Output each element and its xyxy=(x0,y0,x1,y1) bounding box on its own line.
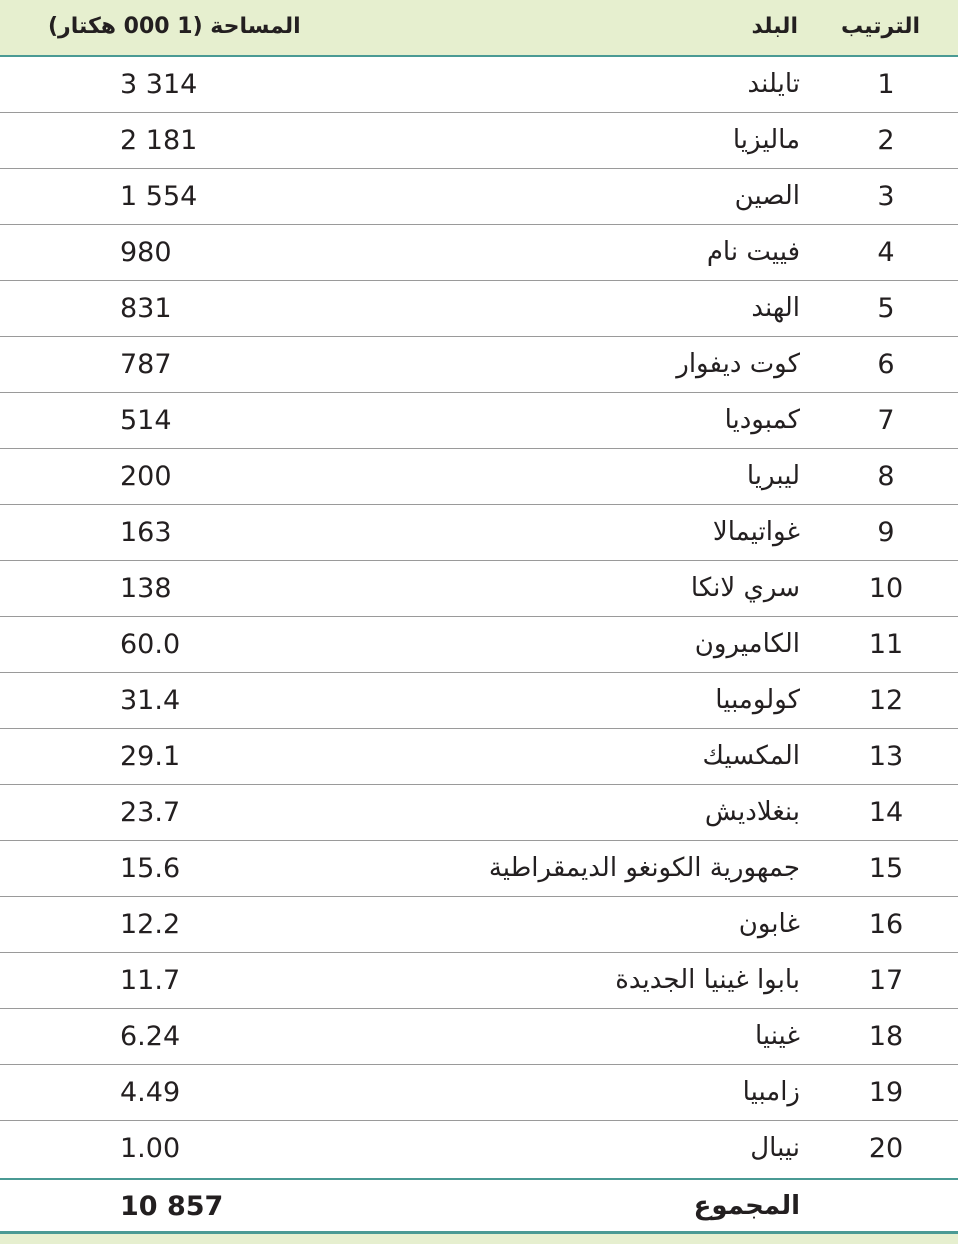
table-header xyxy=(0,0,958,57)
row-area: 200 xyxy=(120,461,172,492)
row-area: 6.24 xyxy=(120,1021,181,1052)
table-row xyxy=(0,57,958,113)
row-country: الهند xyxy=(751,293,800,323)
row-rank: 11 xyxy=(868,629,904,660)
row-country: زامبيا xyxy=(742,1077,800,1107)
row-area: 163 xyxy=(120,517,172,548)
row-country: بنغلاديش xyxy=(704,797,800,827)
row-country: المكسيك xyxy=(702,741,800,771)
table-row xyxy=(0,113,958,169)
row-country: غينيا xyxy=(754,1021,800,1051)
table-row xyxy=(0,561,958,617)
table-row xyxy=(0,785,958,841)
row-country: ماليزيا xyxy=(732,125,800,155)
row-area: 60.0 xyxy=(120,629,181,660)
total-area: 10 857 xyxy=(120,1191,224,1222)
row-country: تايلند xyxy=(747,69,800,99)
row-country: غواتيمالا xyxy=(712,517,800,547)
row-area: 23.7 xyxy=(120,797,181,828)
row-rank: 16 xyxy=(868,909,904,940)
row-rank: 5 xyxy=(877,293,895,324)
table-row xyxy=(0,617,958,673)
row-area: 514 xyxy=(120,405,172,436)
row-area: 138 xyxy=(120,573,172,604)
row-country: كمبوديا xyxy=(724,405,800,435)
table-row xyxy=(0,729,958,785)
row-country: سري لانكا xyxy=(690,573,800,603)
row-rank: 10 xyxy=(868,573,904,604)
row-country: جمهورية الكونغو الديمقراطية xyxy=(488,853,800,883)
row-rank: 13 xyxy=(868,741,904,772)
table-row xyxy=(0,953,958,1009)
table-row xyxy=(0,449,958,505)
row-area: 831 xyxy=(120,293,172,324)
header-country: البلد xyxy=(751,14,798,39)
row-country: نيبال xyxy=(750,1133,800,1163)
row-country: بابوا غينيا الجديدة xyxy=(615,965,800,995)
row-rank: 1 xyxy=(877,69,895,100)
row-rank: 12 xyxy=(868,685,904,716)
table-row xyxy=(0,393,958,449)
row-area: 980 xyxy=(120,237,172,268)
table-row xyxy=(0,673,958,729)
row-country: فييت نام xyxy=(706,237,800,267)
row-rank: 9 xyxy=(877,517,895,548)
row-area: 29.1 xyxy=(120,741,181,772)
table-row xyxy=(0,1065,958,1121)
row-rank: 18 xyxy=(868,1021,904,1052)
bottom-band xyxy=(0,1234,958,1244)
row-country: غابون xyxy=(738,909,800,939)
row-rank: 4 xyxy=(877,237,895,268)
row-rank: 6 xyxy=(877,349,895,380)
header-rank: الترتيب xyxy=(841,14,920,39)
row-area: 3 314 xyxy=(120,69,198,100)
row-area: 2 181 xyxy=(120,125,198,156)
row-rank: 7 xyxy=(877,405,895,436)
total-row xyxy=(0,1178,958,1234)
table-row xyxy=(0,169,958,225)
row-country: كولومبيا xyxy=(715,685,800,715)
row-rank: 3 xyxy=(877,181,895,212)
row-rank: 17 xyxy=(868,965,904,996)
row-area: 1.00 xyxy=(120,1133,181,1164)
row-country: كوت ديفوار xyxy=(676,349,800,379)
row-area: 4.49 xyxy=(120,1077,181,1108)
table-row xyxy=(0,505,958,561)
total-label: المجموع xyxy=(693,1191,800,1221)
table-row xyxy=(0,841,958,897)
row-area: 12.2 xyxy=(120,909,181,940)
row-area: 15.6 xyxy=(120,853,181,884)
row-country: الكاميرون xyxy=(694,629,800,659)
row-area: 11.7 xyxy=(120,965,181,996)
table-row xyxy=(0,281,958,337)
row-rank: 2 xyxy=(877,125,895,156)
row-rank: 19 xyxy=(868,1077,904,1108)
row-area: 31.4 xyxy=(120,685,181,716)
header-area: المساحة (1 000 هكتار) xyxy=(48,14,301,39)
table-row xyxy=(0,1121,958,1177)
row-rank: 14 xyxy=(868,797,904,828)
table-row xyxy=(0,897,958,953)
row-area: 787 xyxy=(120,349,172,380)
row-area: 1 554 xyxy=(120,181,198,212)
table-row xyxy=(0,1009,958,1065)
table-row xyxy=(0,225,958,281)
row-rank: 8 xyxy=(877,461,895,492)
row-rank: 15 xyxy=(868,853,904,884)
row-country: ليبريا xyxy=(746,461,800,491)
table-row xyxy=(0,337,958,393)
row-country: الصين xyxy=(734,181,800,211)
row-rank: 20 xyxy=(868,1133,904,1164)
